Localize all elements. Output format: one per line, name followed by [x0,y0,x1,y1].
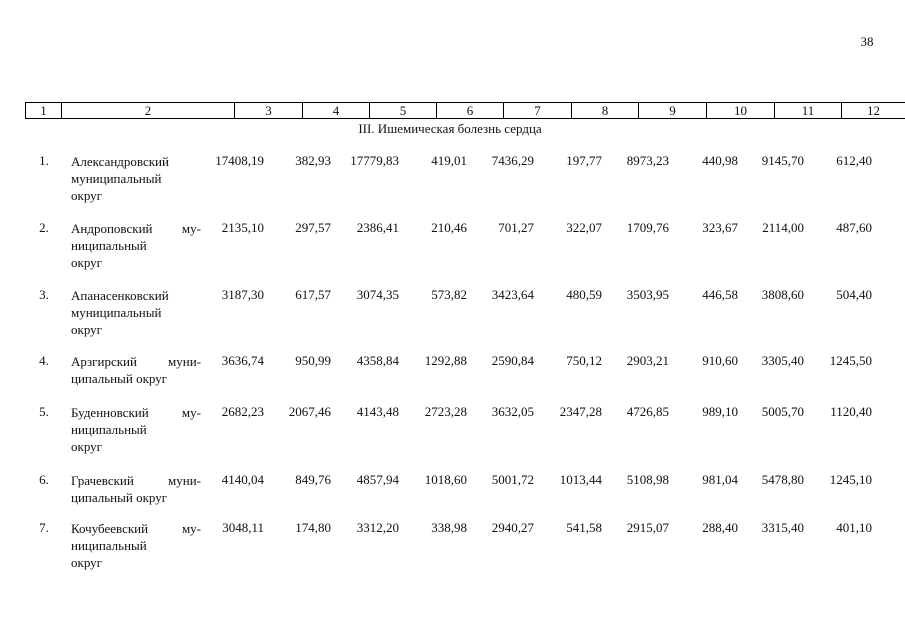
value-cell-col5: 4358,84 [356,353,399,368]
value-cell-col9: 5108,98 [626,472,669,487]
value-cell-col4: 297,57 [295,220,331,235]
value-cell-col3: 3187,30 [221,287,264,302]
value-cell-col9: 8973,23 [626,153,669,168]
row-number: 6. [39,472,49,487]
district-name-line: Апанасенковский [71,288,169,303]
value-cell-col8: 750,12 [566,353,602,368]
value-cell-col10: 989,10 [702,404,738,419]
row-number: 3. [39,287,49,302]
row-number: 5. [39,404,49,419]
value-cell-col4: 849,76 [295,472,331,487]
district-name-line: муниципальный [71,171,162,186]
value-cell-col10: 981,04 [702,472,738,487]
value-cell-col8: 2347,28 [559,404,602,419]
value-cell-col4: 174,80 [295,520,331,535]
value-cell-col11: 5005,70 [761,404,804,419]
district-name-line: Грачевский муни- [71,473,201,488]
table-row [0,153,905,217]
value-cell-col6: 338,98 [431,520,467,535]
value-cell-col5: 4143,48 [356,404,399,419]
value-cell-col9: 2915,07 [626,520,669,535]
value-cell-col8: 322,07 [566,220,602,235]
value-cell-col4: 617,57 [295,287,331,302]
value-cell-col11: 2114,00 [762,220,804,235]
district-name [71,472,201,506]
district-name [71,153,201,204]
value-cell-col11: 3305,40 [761,353,804,368]
district-name-line: ципальный округ [71,371,168,386]
district-name-line: Андроповский му- [71,221,201,236]
column-number-cell: 1 [26,103,62,119]
value-cell-col3: 2682,23 [221,404,264,419]
section-title: III. Ишемическая болезнь сердца [358,121,542,136]
value-cell-col7: 701,27 [498,220,534,235]
district-name-line: ниципальный [71,538,147,553]
value-cell-col6: 1292,88 [424,353,467,368]
column-number-cell: 10 [707,103,775,119]
value-cell-col9: 1709,76 [626,220,669,235]
value-cell-col7: 7436,29 [491,153,534,168]
value-cell-col9: 2903,21 [626,353,669,368]
value-cell-col10: 323,67 [702,220,738,235]
district-name-line: ниципальный [71,238,147,253]
value-cell-col10: 440,98 [702,153,738,168]
value-cell-col11: 3808,60 [761,287,804,302]
value-cell-col5: 3312,20 [356,520,399,535]
value-cell-col3: 17408,19 [215,153,264,168]
value-cell-col7: 3423,64 [491,287,534,302]
district-name-line: округ [71,188,102,203]
value-cell-col8: 1013,44 [559,472,602,487]
district-name-line: округ [71,322,102,337]
value-cell-col5: 17779,83 [350,153,399,168]
value-cell-col9: 4726,85 [626,404,669,419]
value-cell-col12: 1120,40 [830,404,872,419]
value-cell-col9: 3503,95 [626,287,669,302]
value-cell-col12: 1245,50 [829,353,872,368]
district-name [71,220,201,271]
value-cell-col11: 3315,40 [761,520,804,535]
value-cell-col7: 2590,84 [491,353,534,368]
value-cell-col3: 2135,10 [221,220,264,235]
district-name-line: Кочубеевский му- [71,521,201,536]
column-number-cell: 2 [62,103,235,119]
column-number-cell: 3 [235,103,303,119]
district-name [71,520,201,571]
district-name-line: муниципальный [71,305,162,320]
district-name [71,404,201,455]
column-number-cell: 12 [842,103,905,119]
district-name-line: Арзгирский муни- [71,354,201,369]
value-cell-col7: 5001,72 [491,472,534,487]
value-cell-col8: 197,77 [566,153,602,168]
value-cell-col10: 446,58 [702,287,738,302]
value-cell-col11: 5478,80 [761,472,804,487]
table-row [0,404,905,468]
value-cell-col6: 210,46 [431,220,467,235]
row-number: 2. [39,220,49,235]
value-cell-col12: 401,10 [836,520,872,535]
value-cell-col8: 541,58 [566,520,602,535]
district-name-line: округ [71,555,102,570]
value-cell-col10: 910,60 [702,353,738,368]
district-name-line: округ [71,439,102,454]
value-cell-col6: 573,82 [431,287,467,302]
row-number: 7. [39,520,49,535]
value-cell-col8: 480,59 [566,287,602,302]
district-name-line: ниципальный [71,422,147,437]
value-cell-col4: 2067,46 [288,404,331,419]
row-number: 1. [39,153,49,168]
value-cell-col5: 3074,35 [356,287,399,302]
value-cell-col7: 2940,27 [491,520,534,535]
district-name [71,353,201,387]
value-cell-col12: 487,60 [836,220,872,235]
value-cell-col5: 2386,41 [356,220,399,235]
district-name [71,287,201,338]
column-number-cell: 5 [370,103,437,119]
column-number-cell: 6 [437,103,504,119]
column-number-cell: 8 [572,103,639,119]
value-cell-col12: 612,40 [836,153,872,168]
district-name-line: Буденновский му- [71,405,201,420]
column-number-cell: 4 [303,103,370,119]
column-number-cell: 11 [775,103,842,119]
district-name-line: округ [71,255,102,270]
value-cell-col5: 4857,94 [356,472,399,487]
value-cell-col12: 504,40 [836,287,872,302]
table-row [0,287,905,351]
value-cell-col4: 950,99 [295,353,331,368]
value-cell-col3: 3048,11 [222,520,264,535]
value-cell-col3: 4140,04 [221,472,264,487]
value-cell-col7: 3632,05 [491,404,534,419]
value-cell-col10: 288,40 [702,520,738,535]
table-row [0,220,905,284]
district-name-line: Александровский [71,154,169,169]
page-number: 38 [860,34,874,49]
row-number: 4. [39,353,49,368]
value-cell-col12: 1245,10 [829,472,872,487]
district-name-line: ципальный округ [71,490,168,505]
table-row [0,520,905,584]
value-cell-col6: 1018,60 [424,472,467,487]
value-cell-col6: 2723,28 [424,404,467,419]
column-number-cell: 7 [504,103,572,119]
value-cell-col4: 382,93 [295,153,331,168]
column-number-cell: 9 [639,103,707,119]
value-cell-col11: 9145,70 [761,153,804,168]
value-cell-col3: 3636,74 [221,353,264,368]
value-cell-col6: 419,01 [431,153,467,168]
